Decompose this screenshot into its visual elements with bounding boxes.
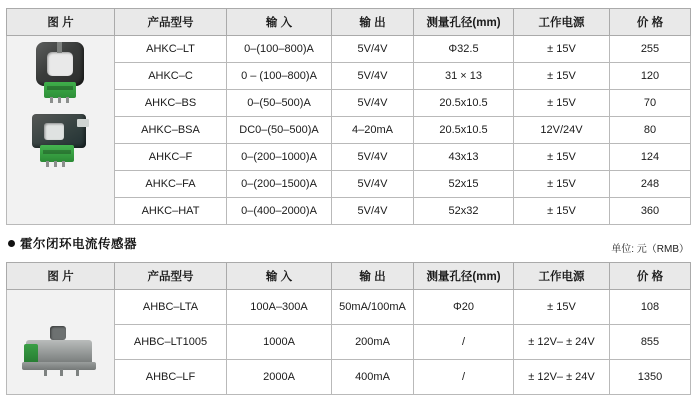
cell-input: 0–(50–500)A xyxy=(227,90,332,117)
cell-output: 4–20mA xyxy=(332,117,414,144)
cell-power: 12V/24V xyxy=(514,117,610,144)
cell-output: 200mA xyxy=(332,325,414,360)
cell-aperture: 43x13 xyxy=(414,144,514,171)
cell-input: DC0–(50–500)A xyxy=(227,117,332,144)
cell-price: 80 xyxy=(610,117,691,144)
closed-loop-sensor-illustration xyxy=(7,290,114,394)
cell-power: ± 15V xyxy=(514,90,610,117)
cell-model: AHBC–LT1005 xyxy=(115,325,227,360)
cell-input: 0–(400–2000)A xyxy=(227,198,332,225)
cell-aperture: 20.5x10.5 xyxy=(414,90,514,117)
cell-aperture: 52x32 xyxy=(414,198,514,225)
cell-price: 108 xyxy=(610,290,691,325)
table1-header-aperture: 测量孔径(mm) xyxy=(414,9,514,36)
cell-model: AHBC–LTA xyxy=(115,290,227,325)
table1-header-output: 输 出 xyxy=(332,9,414,36)
table2-header-price: 价 格 xyxy=(610,263,691,290)
boxed-ct-icon xyxy=(28,114,94,170)
cell-price: 248 xyxy=(610,171,691,198)
cell-model: AHKC–FA xyxy=(115,171,227,198)
product-image-open-loop xyxy=(7,36,115,225)
cell-power: ± 12V– ± 24V xyxy=(514,360,610,395)
cell-aperture: Φ20 xyxy=(414,290,514,325)
table2-header-output: 输 出 xyxy=(332,263,414,290)
section-title-closed-loop xyxy=(8,234,137,252)
cell-aperture: / xyxy=(414,360,514,395)
open-loop-current-sensor-table xyxy=(6,8,691,225)
cell-input: 1000A xyxy=(227,325,332,360)
cell-price: 124 xyxy=(610,144,691,171)
closed-loop-current-sensor-table xyxy=(6,262,691,395)
table2-header-image: 图 片 xyxy=(7,263,115,290)
cell-power: ± 15V xyxy=(514,171,610,198)
table2-header-input: 输 入 xyxy=(227,263,332,290)
cell-model: AHBC–LF xyxy=(115,360,227,395)
table1-header-price: 价 格 xyxy=(610,9,691,36)
cell-model: AHKC–HAT xyxy=(115,198,227,225)
table2-header-power: 工作电源 xyxy=(514,263,610,290)
table1-header-input: 输 入 xyxy=(227,9,332,36)
cell-model: AHKC–BSA xyxy=(115,117,227,144)
cell-power: ± 12V– ± 24V xyxy=(514,325,610,360)
table-row xyxy=(7,290,691,325)
table1-header-row xyxy=(7,9,691,36)
cell-price: 120 xyxy=(610,63,691,90)
cell-price: 360 xyxy=(610,198,691,225)
cell-price: 70 xyxy=(610,90,691,117)
cell-power: ± 15V xyxy=(514,36,610,63)
table1-header-power: 工作电源 xyxy=(514,9,610,36)
cell-input: 0–(200–1500)A xyxy=(227,171,332,198)
cell-output: 5V/4V xyxy=(332,144,414,171)
cell-price: 855 xyxy=(610,325,691,360)
cell-aperture: 31 × 13 xyxy=(414,63,514,90)
cell-input: 0–(200–1000)A xyxy=(227,144,332,171)
table-row xyxy=(7,36,691,63)
cell-price: 1350 xyxy=(610,360,691,395)
open-loop-sensor-illustration xyxy=(7,36,114,224)
cell-output: 5V/4V xyxy=(332,198,414,225)
cell-output: 5V/4V xyxy=(332,63,414,90)
table2-header-aperture: 测量孔径(mm) xyxy=(414,263,514,290)
table2-header-row xyxy=(7,263,691,290)
cell-input: 0–(100–800)A xyxy=(227,36,332,63)
table1-header-image: 图 片 xyxy=(7,9,115,36)
cell-power: ± 15V xyxy=(514,144,610,171)
cell-aperture: 20.5x10.5 xyxy=(414,117,514,144)
table1-header-model: 产品型号 xyxy=(115,9,227,36)
cell-model: AHKC–C xyxy=(115,63,227,90)
cell-model: AHKC–BS xyxy=(115,90,227,117)
section-title-text: 霍尔闭环电流传感器 xyxy=(20,237,138,251)
cell-price: 255 xyxy=(610,36,691,63)
cell-output: 50mA/100mA xyxy=(332,290,414,325)
cell-aperture: 52x15 xyxy=(414,171,514,198)
cell-model: AHKC–F xyxy=(115,144,227,171)
cell-aperture: Φ32.5 xyxy=(414,36,514,63)
cell-power: ± 15V xyxy=(514,198,610,225)
product-image-closed-loop xyxy=(7,290,115,395)
cell-input: 2000A xyxy=(227,360,332,395)
cell-model: AHKC–LT xyxy=(115,36,227,63)
cell-output: 400mA xyxy=(332,360,414,395)
table2-header-model: 产品型号 xyxy=(115,263,227,290)
cell-output: 5V/4V xyxy=(332,171,414,198)
cell-output: 5V/4V xyxy=(332,90,414,117)
bullet-icon xyxy=(8,240,15,247)
hall-sensor-icon xyxy=(20,314,102,378)
cell-input: 100A–300A xyxy=(227,290,332,325)
cell-output: 5V/4V xyxy=(332,36,414,63)
unit-note: 单位: 元（RMB） xyxy=(611,244,689,255)
split-core-ct-icon xyxy=(30,42,92,102)
cell-power: ± 15V xyxy=(514,63,610,90)
cell-aperture: / xyxy=(414,325,514,360)
cell-power: ± 15V xyxy=(514,290,610,325)
cell-input: 0 – (100–800)A xyxy=(227,63,332,90)
